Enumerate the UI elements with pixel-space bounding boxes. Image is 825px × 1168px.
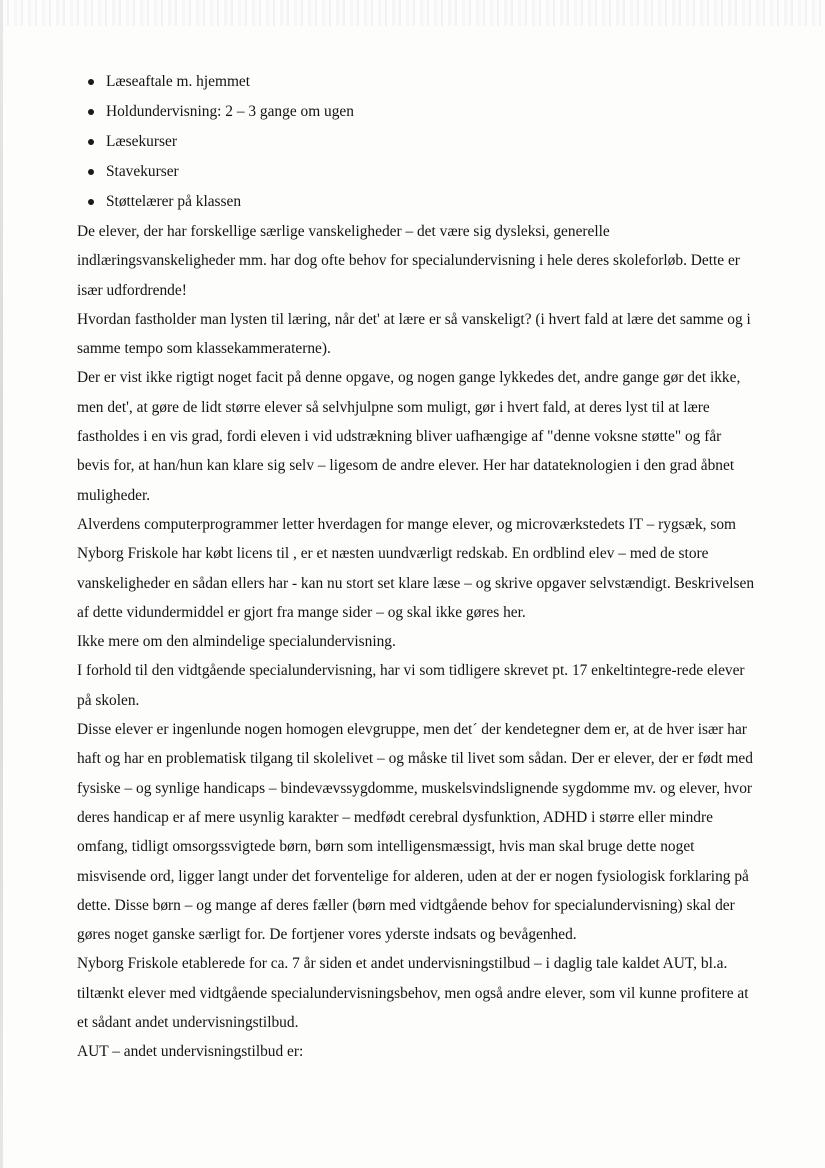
- bullet-text: Støttelærer på klassen: [106, 193, 242, 210]
- paragraph: Der er vist ikke rigtigt noget facit på denne opgave, og nogen gange lykkedes det, andre gange gør det ikke, men det', at gøre de lidt større elever så selvhjulpne som muligt, gør i hvert fald, at deres lyst til at lære fastholdes i en vis grad, fordi eleven i vid udstrækning bliver uafhængige af "denne voksne støtte" og får bevis for, at han/hun kan klare sig selv – ligesom de andre elever. Her har datateknologien i den grad åbnet muligheder.: [77, 369, 741, 504]
- paragraph: AUT – andet undervisningstilbud er:: [77, 1043, 304, 1061]
- bullet-list: [77, 67, 757, 217]
- bullet-dot-icon: [88, 79, 94, 85]
- bullet-item: [77, 67, 757, 97]
- bullet-item: [77, 157, 757, 187]
- bullet-text: Læsekurser: [106, 133, 177, 150]
- paragraph: I forhold til den vidtgående specialundervisning, har vi som tidligere skrevet pt. 17 enkeltintegre-rede elever på skolen.: [77, 662, 745, 709]
- bullet-dot-icon: [88, 139, 94, 145]
- bullet-dot-icon: [88, 169, 94, 175]
- paragraph: Alverdens computerprogrammer letter hverdagen for mange elever, og microværkstedets IT – rygsæk, som Nyborg Friskole har købt licens til , er et næsten uundværligt redskab. En ordblind elev – med de store vanskeligheder en sådan ellers har - kan nu stort set klare læse – og skrive opgaver selvstændigt. Beskrivelsen af dette vidundermiddel er gjort fra mange sider – og skal ikke gøres her.: [77, 515, 755, 621]
- paragraph: Ikke mere om den almindelige specialundervisning.: [77, 633, 396, 651]
- bullet-dot-icon: [88, 109, 94, 115]
- paragraph: Nyborg Friskole etablerede for ca. 7 år siden et andet undervisningstilbud – i daglig tale kaldet AUT, bl.a. tiltænkt elever med vidtgående specialundervisningsbehov, men også andre elever, som vil kunne profitere at et sådant andet undervisningstilbud.: [77, 955, 749, 1032]
- bullet-item: [77, 187, 757, 217]
- bullet-item: [77, 97, 757, 127]
- paragraph: Hvordan fastholder man lysten til læring, når det' at lære er så vanskeligt? (i hvert fald at lære det samme og i samme tempo som klassekammeraterne).: [77, 310, 751, 358]
- bullet-text: Stavekurser: [106, 163, 179, 180]
- bullet-text: Holdundervisning: 2 – 3 gange om ugen: [106, 103, 354, 120]
- bullet-dot-icon: [88, 199, 94, 205]
- bullet-text: Læseaftale m. hjemmet: [106, 73, 251, 90]
- scan-artifact-top: [0, 0, 825, 26]
- paragraph: De elever, der har forskellige særlige vanskeligheder – det være sig dysleksi, generelle indlæringsvanskeligheder mm. har dog ofte behov for specialundervisning i hele deres skoleforløb. Dette er især udfordrende!: [77, 223, 740, 299]
- document-body: [77, 67, 757, 1067]
- scan-artifact-left-edge: [0, 0, 3, 1168]
- bullet-item: [77, 127, 757, 157]
- paragraph: Disse elever er ingenlunde nogen homogen elevgruppe, men det´ der kendetegner dem er, at de hver især har haft og har en problematisk tilgang til skolelivet – og måske til livet som sådan. Der er elever, der er født med fysiske – og synlige handicaps – bindevævssygdomme, muskelsvindslignende sygdomme mv. og elever, hvor deres handicap er af mere usynlig karakter – medfødt cerebral dysfunktion, ADHD i større eller mindre omfang, tidligt omsorgssvigtede børn, børn som intelligensmæssigt, hvis man skal bruge dette noget misvisende ord, ligger langt under det forventelige for alderen, uden at der er nogen fysiologisk forklaring på dette. Disse børn – og mange af deres fæller (børn med vidtgående behov for specialundervisning) skal der gøres noget ganske særligt for. De fortjener vores yderste indsats og bevågenhed.: [77, 721, 753, 944]
